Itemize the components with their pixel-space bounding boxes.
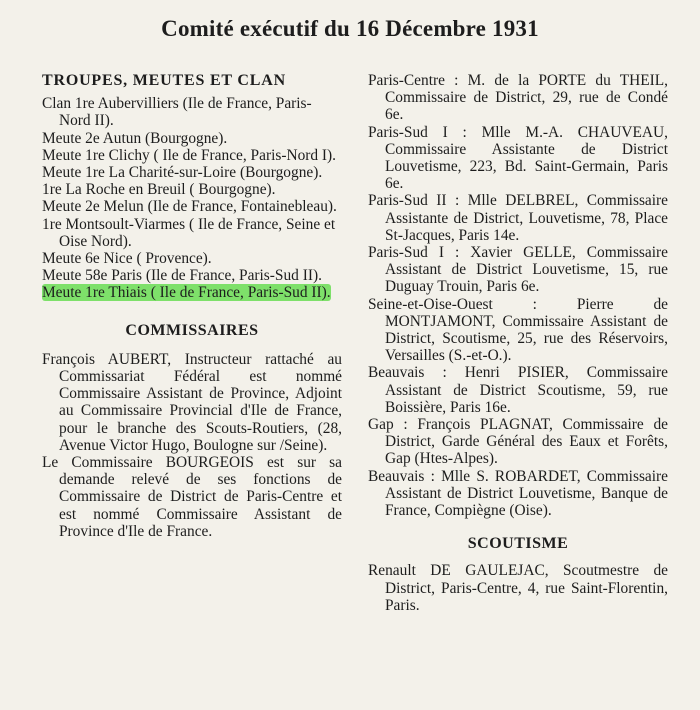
troupe-entry: Meute 6e Nice ( Provence). bbox=[42, 250, 212, 268]
district-entry: Gap : François PLAGNAT, Commissaire de District, Garde Général des Eaux et Forêts, Gap (Htes-Alpes). bbox=[368, 416, 668, 468]
troupe-entry: Meute 1re Clichy ( Ile de France, Paris-Nord I). bbox=[42, 146, 337, 164]
district-entry: Seine-et-Oise-Ouest : Pierre de MONTJAMONT, Commissaire Assistant de District, Scoutisme, 25, rue des Réservoirs, Versailles (S.-et-O.). bbox=[368, 295, 668, 365]
district-entry: Paris-Sud I : Xavier GELLE, Commissaire Assistant de District Louvetisme, 15, rue Duguay Trouin, Paris 6e. bbox=[368, 244, 668, 296]
district-entry: Beauvais : Mlle S. ROBARDET, Commissaire Assistant de District Louvetisme, Banque de France, Compiègne (Oise). bbox=[368, 467, 668, 520]
troupe-entry: Meute 2e Autun (Bourgogne). bbox=[42, 129, 228, 147]
district-entry: Paris-Sud II : Mlle DELBREL, Commissaire Assistante de District, Louvetisme, 78, Place St-Jacques, Paris 14e. bbox=[368, 192, 668, 244]
troupes-heading: TROUPES, MEUTES ET CLAN bbox=[42, 72, 286, 89]
page-title: Comité exécutif du 16 Décembre 1931 bbox=[161, 16, 539, 41]
scoutisme-entry: Renault DE GAULEJAC, Scoutmestre de District, Paris-Centre, 4, rue Saint-Florentin, Paris. bbox=[368, 562, 668, 614]
district-entry: Beauvais : Henri PISIER, Commissaire Assistant de District Scoutisme, 59, rue Boissière, Paris 16e. bbox=[368, 364, 668, 416]
district-entry: Paris-Centre : M. de la PORTE du THEIL, Commissaire de District, 29, rue de Condé 6e. bbox=[368, 72, 668, 124]
commissaire-entry: François AUBERT, Instructeur rattaché au Commissariat Fédéral est nommé Commissaire Assistant de Province, Adjoint au Commissaire Provincial d'Ile de France, pour le branche des Scouts-Routiers, (28, Avenue Victor Hugo, Boulogne sur /Seine). bbox=[42, 350, 342, 454]
commissaires-heading: COMMISSAIRES bbox=[125, 321, 259, 339]
troupe-entry: Meute 1re La Charité-sur-Loire (Bourgogne). bbox=[42, 164, 323, 182]
troupe-entry: Meute 58e Paris (Ile de France, Paris-Sud II). bbox=[42, 267, 322, 285]
troupe-entry: Meute 2e Melun (Ile de France, Fontainebleau). bbox=[42, 198, 337, 216]
highlighted-text: Meute 1re Thiais ( Ile de France, Paris-Sud II). bbox=[42, 284, 331, 302]
troupe-entry: 1re Montsoult-Viarmes ( Ile de France, Seine et Oise Nord). bbox=[42, 215, 336, 250]
commissaire-entry: Le Commissaire BOURGEOIS est sur sa demande relevé de ses fonctions de Commissaire de District de Paris-Centre et est nommé Commissaire Assistant de Province d'Ile de France. bbox=[42, 454, 342, 540]
troupe-entry-highlighted bbox=[42, 284, 342, 301]
right-column bbox=[368, 72, 668, 614]
district-entry: Paris-Sud I : Mlle M.-A. CHAUVEAU, Commissaire Assistante de District Louvetisme, 223, Bd. Saint-Germain, Paris 6e. bbox=[368, 123, 668, 193]
troupe-entry: 1re La Roche en Breuil ( Bourgogne). bbox=[42, 181, 276, 199]
troupe-entry: Clan 1re Aubervilliers (Ile de France, Paris-Nord II). bbox=[42, 95, 312, 130]
scoutisme-heading: SCOUTISME bbox=[467, 535, 569, 553]
left-column bbox=[42, 72, 342, 540]
